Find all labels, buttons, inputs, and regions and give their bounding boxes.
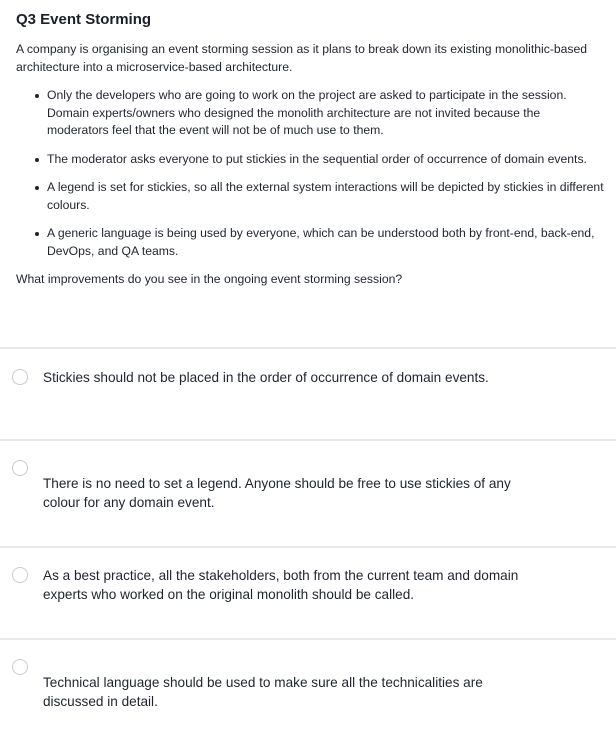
option-radio[interactable] bbox=[12, 460, 28, 476]
option-text: Technical language should be used to make sure all the technicalities are discussed in detail. bbox=[43, 675, 483, 709]
bullet-item: A generic language is being used by everyone, which can be understood both by front-end, back-end, DevOps, and QA teams. bbox=[47, 225, 604, 260]
answer-option-1[interactable] bbox=[0, 349, 616, 439]
option-text: Stickies should not be placed in the order of occurrence of domain events. bbox=[43, 370, 489, 385]
option-radio[interactable] bbox=[12, 369, 28, 385]
question-bullet-list bbox=[16, 87, 604, 260]
bullet-item: The moderator asks everyone to put stickies in the sequential order of occurrence of domain events. bbox=[47, 151, 604, 169]
option-radio[interactable] bbox=[12, 567, 28, 583]
option-radio[interactable] bbox=[12, 659, 28, 675]
question-title: Q3 Event Storming bbox=[16, 11, 152, 28]
bullet-item: Only the developers who are going to work on the project are asked to participate in the session. Domain experts/owners who designed the monolith architecture are not invited because the moderators feel that the event will not be of much use to them. bbox=[47, 87, 604, 140]
answer-option-3[interactable] bbox=[0, 548, 616, 638]
answer-option-2[interactable] bbox=[0, 441, 616, 546]
option-text: As a best practice, all the stakeholders, both from the current team and domain experts who worked on the original monolith should be called. bbox=[43, 568, 519, 602]
bullet-item: A legend is set for stickies, so all the external system interactions will be depicted by stickies in different colours. bbox=[47, 179, 604, 214]
question-prompt: What improvements do you see in the ongoing event storming session? bbox=[16, 272, 403, 286]
answer-option-4[interactable] bbox=[0, 640, 616, 743]
option-text: There is no need to set a legend. Anyone should be free to use stickies of any colour for any domain event. bbox=[43, 476, 511, 510]
question-intro: A company is organising an event storming session as it plans to break down its existing monolithic-based architecture into a microservice-based architecture. bbox=[16, 42, 588, 74]
question-block bbox=[16, 10, 604, 289]
